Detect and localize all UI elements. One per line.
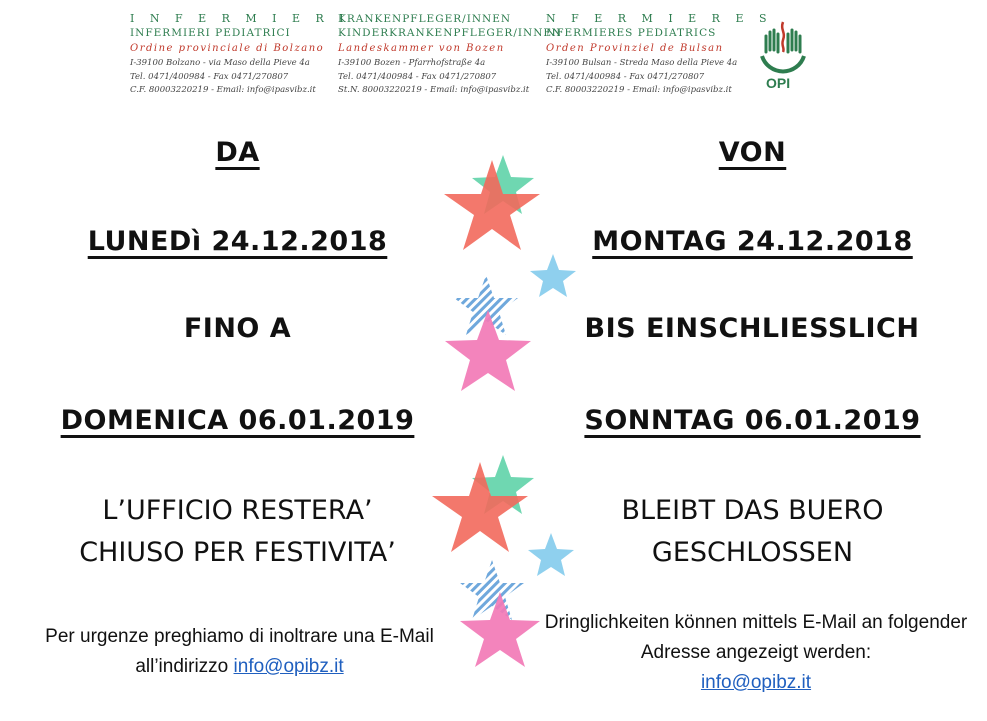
- office-closed-german: [560, 490, 945, 574]
- header-title: KRANKENPFLEGER/INNEN: [338, 13, 512, 25]
- header-address: I-39100 Bulsan - Streda Maso della Pieve 4a: [546, 58, 738, 68]
- header-taxcode-email: St.N. 80003220219 - Email: info@ipasvibz.it: [338, 85, 530, 95]
- date-to-italian: DOMENICA 06.01.2019: [60, 405, 415, 436]
- star-sky-icon: [530, 254, 576, 297]
- date-from-italian: LUNEDì 24.12.2018: [87, 226, 388, 257]
- header-taxcode-email: C.F. 80003220219 - Email: info@ipasvibz.it: [130, 85, 316, 95]
- office-closed-line1: BLEIBT DAS BUERO: [621, 495, 884, 526]
- star-pink-icon: [445, 310, 531, 391]
- header-organization: Landeskammer von Bozen: [338, 43, 505, 54]
- header-taxcode-email: C.F. 80003220219 - Email: info@ipasvibz.it: [546, 85, 732, 95]
- urgent-text: Dringlichkeiten können mittels E-Mail an folgender Adresse angezeigt werden:: [544, 612, 968, 663]
- date-from-german: MONTAG 24.12.2018: [592, 226, 913, 257]
- email-link[interactable]: info@opibz.it: [233, 656, 344, 677]
- header-phone: Tel. 0471/400984 - Fax 0471/270807: [130, 71, 289, 82]
- header-title: I N F E R M I E R I: [130, 12, 350, 25]
- label-bis-einschliesslich: BIS EINSCHLIESSLICH: [584, 313, 920, 344]
- office-closed-italian: [20, 490, 455, 574]
- header-phone: Tel. 0471/400984 - Fax 0471/270807: [338, 71, 497, 82]
- urgent-text: Per urgenze preghiamo di inoltrare una E-Mail all’indirizzo: [45, 626, 434, 677]
- header-organization: Ordine provinciale di Bolzano: [130, 43, 325, 54]
- star-pink-icon: [460, 592, 540, 667]
- header-address: I-39100 Bolzano - via Maso della Pieve 4a: [130, 58, 310, 68]
- office-closed-line1: L’UFFICIO RESTERA’: [102, 495, 373, 526]
- header-address: I-39100 Bozen - Pfarrhofstraße 4a: [338, 58, 486, 68]
- label-von: VON: [718, 137, 787, 168]
- header-subtitle: KINDERKRANKENPFLEGER/INNEN: [338, 27, 563, 39]
- label-da: DA: [215, 137, 260, 168]
- header-phone: Tel. 0471/400984 - Fax 0471/270807: [546, 71, 705, 82]
- header-subtitle: NFERMIERES PEDIATRICS: [546, 27, 717, 39]
- star-striped-icon: [460, 560, 524, 620]
- office-closed-line2: GESCHLOSSEN: [651, 537, 854, 568]
- urgent-notice-italian: [12, 622, 467, 682]
- email-link[interactable]: info@opibz.it: [700, 672, 812, 693]
- header-organization: Orden Provinziel de Bulsan: [546, 43, 724, 54]
- header-subtitle: INFERMIERI PEDIATRICI: [130, 27, 291, 39]
- star-coral-icon: [444, 160, 540, 250]
- label-fino-a: FINO A: [183, 313, 292, 344]
- office-closed-line2: CHIUSO PER FESTIVITA’: [79, 537, 396, 568]
- header-title: N F E R M I E R E S: [546, 12, 773, 25]
- logo-text: OPI: [766, 75, 791, 91]
- urgent-notice-german: [540, 608, 972, 698]
- date-to-german: SONNTAG 06.01.2019: [584, 405, 921, 436]
